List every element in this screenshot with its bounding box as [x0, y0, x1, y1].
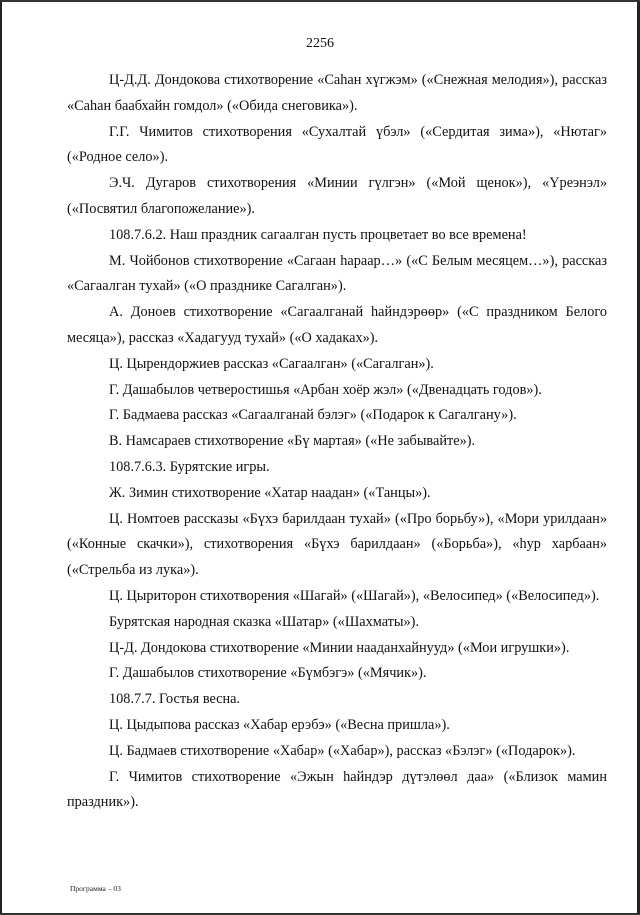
paragraph: А. Доноев стихотворение «Сагаалганай hайндэрөөр» («С праздником Белого месяца»), рассказ «Хадагууд тухай» («О хадаках»).	[67, 304, 607, 346]
paragraph: Ц. Цырендоржиев рассказ «Сагаалган» («Сагалган»).	[109, 355, 434, 372]
paragraph: Г. Дашабылов стихотворение «Бүмбэгэ» («Мячик»).	[109, 665, 427, 682]
paragraph: Ц. Цыдыпова рассказ «Хабар ерэбэ» («Весна пришла»).	[109, 716, 450, 733]
paragraph: В. Намсараев стихотворение «Бү мартая» («Не забывайте»).	[109, 433, 476, 450]
paragraph: Ц-Д. Дондокова стихотворение «Минии нааданхайнууд» («Мои игрушки»).	[109, 639, 570, 656]
paragraph: Ц. Бадмаев стихотворение «Хабар» («Хабар»), рассказ «Бэлэг» («Подарок»).	[109, 742, 576, 759]
page-footer: Программа – 03	[70, 884, 121, 893]
paragraph: Г. Бадмаева рассказ «Сагаалганай бэлэг» («Подарок к Сагалгану»).	[109, 407, 517, 424]
paragraph: Г. Чимитов стихотворение «Эжын hайндэр дүтэлөөл даа» («Близок мамин праздник»).	[67, 768, 607, 811]
section-heading: 108.7.6.3. Бурятские игры.	[109, 458, 270, 475]
section-heading: 108.7.7. Гостья весна.	[109, 691, 241, 708]
document-body	[67, 68, 607, 816]
paragraph: Ц-Д.Д. Дондокова стихотворение «Саhан хүгжэм» («Снежная мелодия»), рассказ «Саhан баабхайн гомдол» («Обида снеговика»).	[67, 72, 607, 114]
paragraph: Бурятская народная сказка «Шатар» («Шахматы»).	[109, 613, 420, 630]
page-number: 2256	[306, 36, 334, 51]
paragraph: Ж. Зимин стихотворение «Хатар наадан» («Танцы»).	[109, 484, 431, 501]
paragraph: Э.Ч. Дугаров стихотворения «Минии гүлгэн» («Мой щенок»), «Үреэнэл» («Посвятил благопожелание»).	[67, 175, 607, 217]
paragraph: Ц. Номтоев рассказы «Бүхэ барилдаан тухай» («Про борьбу»), «Мори урилдаан» («Конные скачки»), стихотворения «Бүхэ барилдаан» («Борьба»), «hур харбаан» («Стрельба из лука»).	[67, 510, 607, 579]
paragraph: Ц. Цыриторон стихотворения «Шагай» («Шагай»), «Велосипед» («Велосипед»).	[109, 587, 600, 604]
scan-edge-left	[0, 0, 2, 915]
scan-edge-top	[0, 0, 640, 2]
section-heading: 108.7.6.2. Наш праздник сагаалган пусть процветает во все времена!	[109, 226, 527, 243]
paragraph: Г.Г. Чимитов стихотворения «Сухалтай үбэл» («Сердитая зима»), «Нютаг» («Родное село»).	[67, 123, 607, 166]
paragraph: Г. Дашабылов четверостишья «Арбан хоёр жэл» («Двенадцать годов»).	[109, 381, 542, 398]
paragraph: М. Чойбонов стихотворение «Сагаан hараар…» («С Белым месяцем…»), рассказ «Сагаалган тухай» («О празднике Сагалган»).	[67, 252, 607, 295]
